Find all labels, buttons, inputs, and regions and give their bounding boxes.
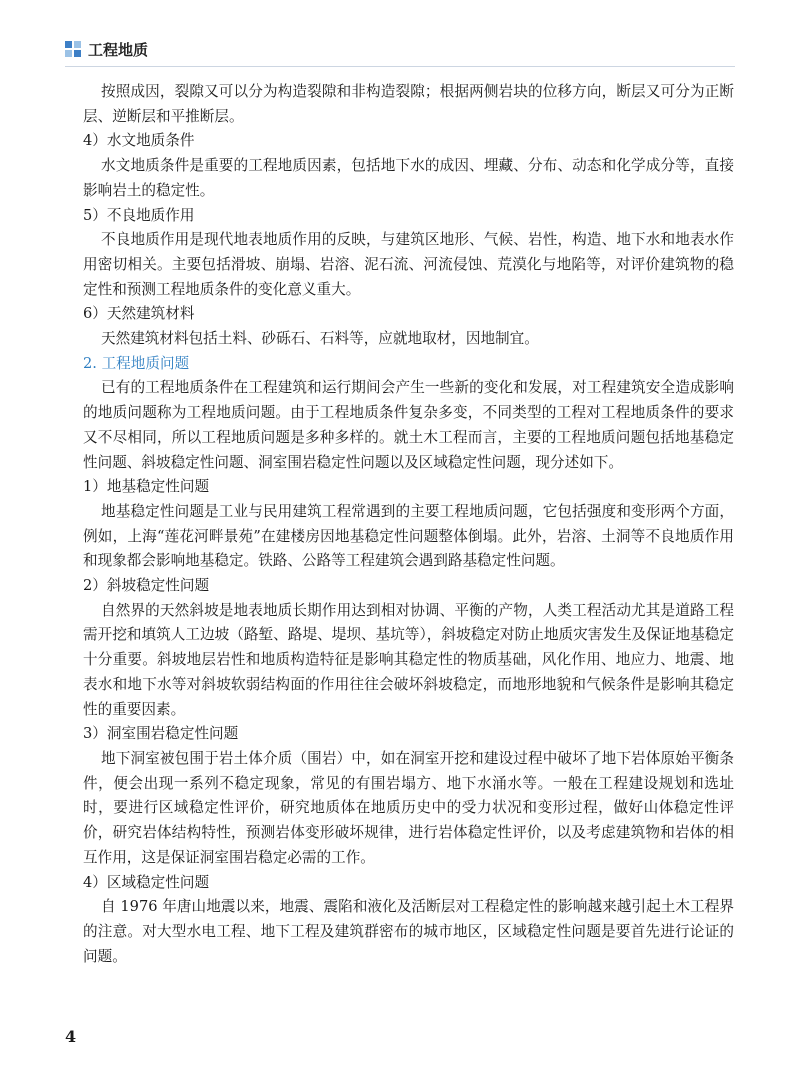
subsection-heading: 4）区域稳定性问题 [83,873,210,891]
running-header-title: 工程地质 [88,40,149,59]
page-number: 4 [65,1027,77,1046]
body-paragraph: 已有的工程地质条件在工程建筑和运行期间会产生一些新的变化和发展，对工程建筑安全造成影响的地质问题称为工程地质问题。由于工程地质条件复杂多变，不同类型的工程对工程地质条件的要求又不尽相同，所以工程地质问题是多种多样的。就土木工程而言，主要的工程地质问题包括地基稳定性问题、斜坡稳定性问题、洞室围岩稳定性问题以及区域稳定性问题，现分述如下。 [83,379,734,471]
subsection-heading: 1）地基稳定性问题 [83,478,210,496]
body-paragraph: 地基稳定性问题是工业与民用建筑工程常遇到的主要工程地质问题，它包括强度和变形两个方面，例如，上海“莲花河畔景苑”在建楼房因地基稳定性问题整体倒塌。此外，岩溶、土洞等不良地质作用和现象都会影响地基稳定。铁路、公路等工程建筑会遇到路基稳定性问题。 [83,502,734,570]
header-divider [65,66,735,67]
body-paragraph: 不良地质作用是现代地表地质作用的反映，与建筑区地形、气候、岩性，构造、地下水和地表水作用密切相关。主要包括滑坡、崩塌、岩溶、泥石流、河流侵蚀、荒漠化与地陷等，对评价建筑物的稳定性和预测工程地质条件的变化意义重大。 [83,231,734,298]
page-body [83,80,734,969]
logo-square [65,41,72,48]
book-logo-icon [65,41,81,57]
subsection-heading: 4）水文地质条件 [83,132,195,150]
body-paragraph: 水文地质条件是重要的工程地质因素，包括地下水的成因、埋藏、分布、动态和化学成分等，直接影响岩土的稳定性。 [83,157,734,199]
logo-square [65,50,72,57]
running-header [65,36,148,62]
body-paragraph: 自 1976 年唐山地震以来，地震、震陷和液化及活断层对工程稳定性的影响越来越引起土木工程界的注意。对大型水电工程、地下工程及建筑群密布的城市地区，区域稳定性问题是要首先进行论证的问题。 [83,898,734,965]
subsection-heading: 5）不良地质作用 [83,206,195,224]
logo-square [74,50,81,57]
body-paragraph: 地下洞室被包围于岩土体介质（围岩）中，如在洞室开挖和建设过程中破坏了地下岩体原始平衡条件，便会出现一系列不稳定现象，常见的有围岩塌方、地下水涌水等。一般在工程建设规划和选址时，要进行区域稳定性评价，研究地质体在地质历史中的受力状况和变形过程，做好山体稳定性评价，研究岩体结构特性，预测岩体变形破坏规律，进行岩体稳定性评价，以及考虑建筑物和岩体的相互作用，这是保证洞室围岩稳定必需的工作。 [83,749,734,866]
subsection-heading: 6）天然建筑材料 [83,305,195,323]
subsection-heading: 2）斜坡稳定性问题 [83,577,210,595]
body-paragraph: 天然建筑材料包括土料、砂砾石、石料等，应就地取材，因地制宜。 [101,330,539,348]
section-heading: 2. 工程地质问题 [83,354,190,372]
body-paragraph: 按照成因，裂隙又可以分为构造裂隙和非构造裂隙；根据两侧岩块的位移方向，断层又可分为正断层、逆断层和平推断层。 [83,83,734,125]
body-paragraph: 自然界的天然斜坡是地表地质长期作用达到相对协调、平衡的产物，人类工程活动尤其是道路工程需开挖和填筑人工边坡（路堑、路堤、堤坝、基坑等），斜坡稳定对防止地质灾害发生及保证地基稳定十分重要。斜坡地层岩性和地质构造特征是影响其稳定性的物质基础，风化作用、地应力、地震、地表水和地下水等对斜坡软弱结构面的作用往往会破坏斜坡稳定，而地形地貌和气候条件是影响其稳定性的重要因素。 [83,601,734,718]
logo-square [74,41,81,48]
subsection-heading: 3）洞室围岩稳定性问题 [83,725,239,743]
